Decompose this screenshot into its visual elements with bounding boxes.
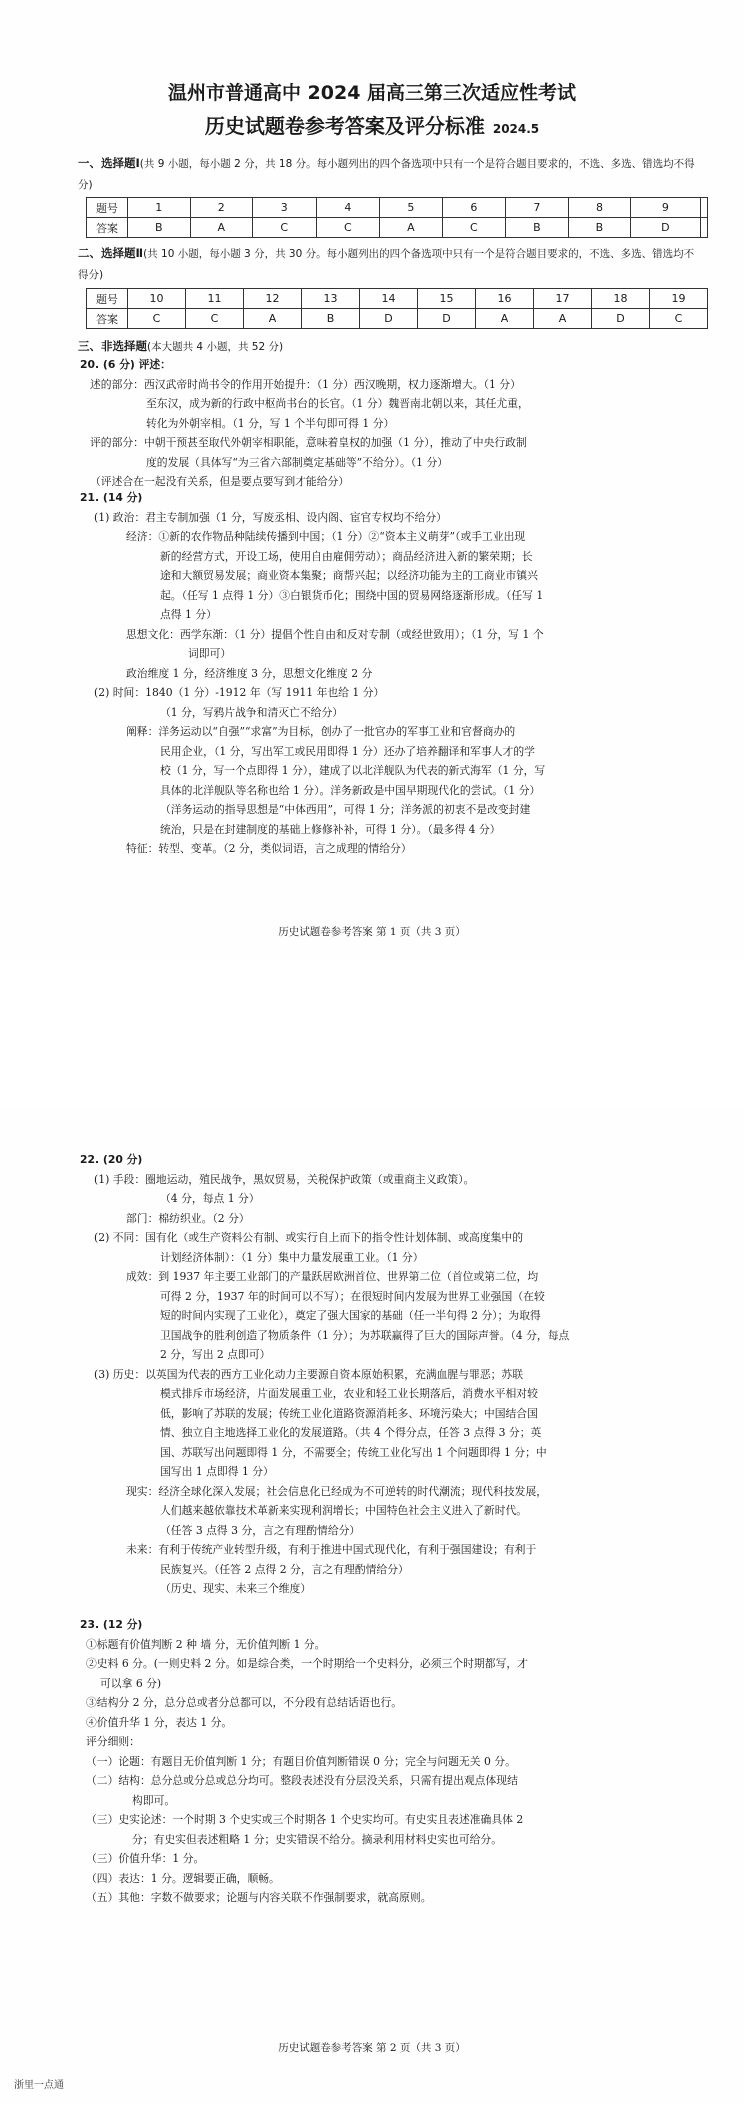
q21-line: 校（1 分，写一个点即得 1 分），建成了以北洋舰队为代表的新式海军（1 分，写 [160, 764, 546, 777]
q23-line: （五）其他：字数不做要求；论题与内容关联不作强制要求，就高原则。 [86, 1891, 432, 1904]
q20-line: 至东汉，成为新的行政中枢尚书台的长官。（1 分）魏晋南北朝以来，其任尤重， [146, 397, 529, 410]
q23-line: 可以拿 6 分) [100, 1676, 162, 1690]
q21-line: （洋务运动的指导思想是“中体西用”，可得 1 分；洋务派的初衷不是改变封建 [160, 803, 531, 816]
q22-line: 计划经济体制）：（1 分）集中力量发展重工业。（1 分） [160, 1250, 424, 1264]
q21-line: （1 分，写鸦片战争和清灭亡不给分） [160, 705, 344, 719]
q22-line: (2) 不同：国有化（或生产资料公有制、或实行自上而下的指令性计划体制、或高度集中的 [94, 1231, 524, 1244]
q22-line: 国写出 1 点即得 1 分） [160, 1465, 274, 1478]
q22-line: 现实：经济全球化深入发展；社会信息化已经成为不可逆转的时代潮流；现代科技发展， [126, 1484, 548, 1498]
answer-key-title: 历史试题卷参考答案及评分标准 [204, 114, 485, 138]
page-footer: 历史试题卷参考答案 第 1 页（共 3 页） [278, 926, 466, 938]
q23-line: （二）结构：总分总或分总或总分均可。整段表述没有分层没关系，只需有提出观点体现结 [86, 1774, 518, 1787]
q22-line: 国、苏联写出问题即得 1 分，不需要全；传统工业化写出 1 个问题即得 1 分；中 [160, 1445, 547, 1459]
page-footer: 历史试题卷参考答案 第 2 页（共 3 页） [278, 2042, 466, 2054]
q22-line: （任答 3 点得 3 分，言之有理酌情给分） [160, 1523, 361, 1537]
q23-line: 评分细则： [86, 1735, 140, 1748]
section-1-heading: 一、选择题Ⅰ(共 9 小题，每小题 2 分，共 18 分。每小题列出的四个备选项中只有一个是符合题目要求的，不选、多选、错选均不得分) [78, 156, 695, 191]
q22-line: (1) 手段：圈地运动，殖民战争，黑奴贸易，关税保护政策（或重商主义政策）。 [94, 1172, 475, 1186]
q21-line: 词即可） [188, 647, 232, 660]
q22-line: 卫国战争的胜利创造了物质条件（1 分）；为苏联赢得了巨大的国际声誉。（4 分，每点 [160, 1328, 570, 1342]
page-title [0, 110, 744, 139]
q21-line: 特征：转型、变革。（2 分，类似词语，言之成理的情给分） [126, 842, 412, 855]
question-number-row: 题号 10 11 12 13 14 15 16 17 18 19 [87, 289, 708, 309]
q22-line: 成效：到 1937 年主要工业部门的产量跃居欧洲首位、世界第二位（首位或第二位，均 [126, 1270, 539, 1283]
answer-page-2 [0, 1110, 744, 2104]
q23-line: 分；有史实但表述粗略 1 分；史实错误不给分。摘录利用材料史实也可给分。 [132, 1832, 503, 1846]
q22-line: 未来：有利于传统产业转型升级，有利于推进中国式现代化，有利于强国建设；有利于 [126, 1543, 537, 1556]
question-20-block [80, 355, 710, 492]
q20-line: 度的发展（具体写“为三省六部制奠定基础等”不给分）。（1 分） [146, 455, 449, 469]
question-23-block [80, 1615, 710, 1908]
question-20-heading: 20. (6 分) 评述： [80, 358, 171, 371]
q21-line: 具体的北洋舰队等名称也给 1 分）。洋务新政是中国早期现代化的尝试。（1 分） [160, 783, 541, 797]
q20-line: 评的部分：中朝干预甚至取代外朝宰相职能，意味着皇权的加强（1 分），推动了中央行政制 [90, 436, 527, 449]
q22-line: （4 分，每点 1 分） [160, 1192, 260, 1205]
section-2-heading: 二、选择题Ⅱ(共 10 小题，每小题 3 分，共 30 分。每小题列出的四个备选项中只有一个是符合题目要求的，不选、多选、错选均不得分) [78, 246, 695, 281]
q22-line: （历史、现实、未来三个维度） [160, 1582, 312, 1595]
q22-line: 低，影响了苏联的发展；传统工业化道路资源消耗多、环境污染大；中国结合国 [160, 1406, 538, 1420]
q23-line: （一）论题：有题目无价值判断 1 分；有题目价值判断错误 0 分；完全与问题无关 0 分。 [86, 1754, 516, 1768]
q21-line: 思想文化：西学东渐：（1 分）提倡个性自由和反对专制（或经世致用）；（1 分，写 1 个 [126, 627, 544, 641]
q22-line: 模式排斥市场经济，片面发展重工业，农业和轻工业长期落后，消费水平相对较 [160, 1387, 538, 1400]
q21-line: 统治，只是在封建制度的基础上修修补补，可得 1 分）。（最多得 4 分） [160, 822, 501, 836]
source-watermark: 浙里一点通 [14, 2080, 64, 2091]
q22-line: (3) 历史：以英国为代表的西方工业化动力主要源自资本原始积累，充满血腥与罪恶；苏联 [94, 1367, 524, 1381]
question-21-block [80, 488, 710, 859]
q21-line: 点得 1 分） [160, 608, 217, 621]
section-3-heading: 三、非选择题(本大题共 4 小题，共 52 分) [78, 339, 284, 353]
question-21-heading: 21. (14 分) [80, 491, 143, 504]
q22-line: 2 分，写出 2 点即可） [160, 1348, 271, 1361]
q20-line: 述的部分：西汉武帝时尚书令的作用开始提升：（1 分）西汉晚期，权力逐渐增大。（1 分） [90, 377, 521, 391]
answer-row: 答案 B A C C A C B B D [87, 218, 708, 238]
q22-line: 情、独立自主地选择工业化的发展道路。（共 4 个得分点，任答 3 点得 3 分；英 [160, 1426, 542, 1439]
q20-line: 转化为外朝宰相。（1 分，写 1 个半句即可得 1 分） [146, 416, 395, 430]
q20-line: （评述合在一起没有关系，但是要点要写到才能给分） [90, 475, 350, 488]
q22-line: 人们越来越依靠技术革新来实现利润增长；中国特色社会主义进入了新时代。 [160, 1504, 528, 1517]
question-number-row: 题号 1 2 3 4 5 6 7 8 9 [87, 198, 708, 218]
q23-line: ②史料 6 分。(一则史料 2 分。如是综合类，一个时期给一个史料分，必须三个时期都写，才 [86, 1657, 528, 1670]
q23-line: （三）史实论述：一个时期 3 个史实或三个时期各 1 个史实均可。有史实且表述准确具体 2 [86, 1813, 524, 1826]
q21-line: (2) 时间：1840（1 分）-1912 年（写 1911 年也给 1 分） [94, 686, 385, 699]
q22-line: 部门：棉纺织业。（2 分） [126, 1211, 250, 1225]
q23-line: ①标题有价值判断 2 种 墙 分，无价值判断 1 分。 [86, 1637, 326, 1651]
exam-date: 2024.5 [492, 122, 540, 136]
q21-line: 途和大额贸易发展；商业资本集聚；商帮兴起；以经济功能为主的工商业市镇兴 [160, 569, 538, 582]
q23-line: （三）价值升华：1 分。 [86, 1852, 205, 1865]
q21-line: 经济：①新的农作物品种陆续传播到中国；（1 分）②“资本主义萌芽”（或手工业出现 [126, 530, 526, 543]
q22-line: 民族复兴。（任答 2 点得 2 分，言之有理酌情给分） [160, 1562, 409, 1576]
q22-line: 可得 2 分，1937 年的时间可以不写）；在很短时间内发展为世界工业强国（在较 [160, 1289, 545, 1303]
answer-page-1 [0, 0, 744, 960]
section-2-answer-table [86, 288, 708, 329]
q21-line: (1) 政治：君主专制加强（1 分，写废丞相、设内阁、宦官专权均不给分） [94, 510, 447, 524]
q21-line: 民用企业，（1 分，写出军工或民用即得 1 分）还办了培养翻译和军事人才的学 [160, 744, 535, 758]
q23-line: ③结构分 2 分，总分总或者分总都可以，不分段有总结话语也行。 [86, 1696, 403, 1709]
q23-line: （四）表达：1 分。逻辑要正确，顺畅。 [86, 1871, 280, 1885]
question-23-heading: 23. (12 分) [80, 1618, 143, 1631]
q21-line: 新的经营方式，开设工场，使用自由雇佣劳动）；商品经济进入新的繁荣期；长 [160, 549, 533, 563]
q21-line: 政治维度 1 分，经济维度 3 分，思想文化维度 2 分 [126, 666, 373, 680]
q22-line: 短的时间内实现了工业化），奠定了强大国家的基础（任一半句得 2 分）；为取得 [160, 1309, 541, 1322]
q21-line: 起。（任写 1 点得 1 分）③白银货币化；围绕中国的贸易网络逐渐形成。（任写 1 [160, 588, 544, 602]
question-22-block [80, 1150, 710, 1599]
q21-line: 阐释：洋务运动以“自强”“求富”为目标，创办了一批官办的军事工业和官督商办的 [126, 725, 516, 738]
exam-title: 温州市普通高中 2024 届高三第三次适应性考试 [167, 82, 577, 104]
q23-line: 构即可。 [132, 1793, 176, 1807]
question-22-heading: 22. (20 分) [80, 1153, 143, 1166]
section-1-answer-table [86, 197, 708, 238]
q23-line: ④价值升华 1 分，表达 1 分。 [86, 1715, 233, 1729]
answer-row: 答案 C C A B D D A A D C [87, 309, 708, 329]
